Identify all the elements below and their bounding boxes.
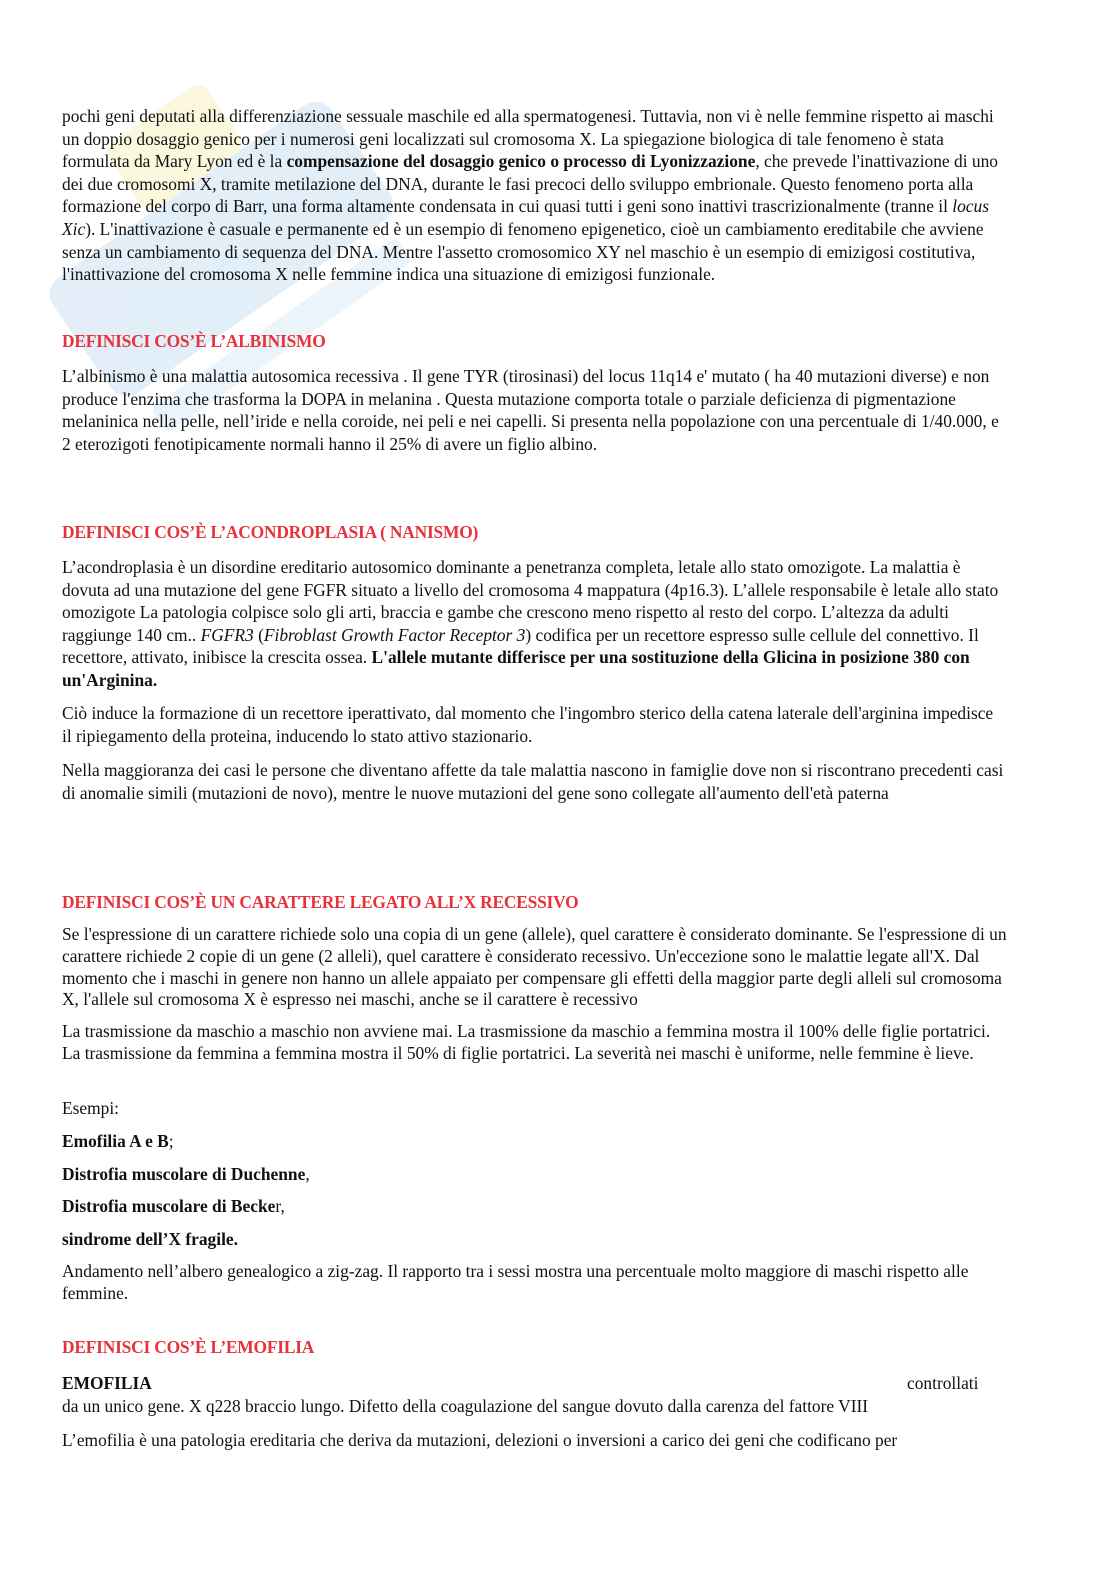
heading-albinismo: DEFINISCI COS’È L’ALBINISMO [62,331,326,351]
acondroplasia-paragraph-1 [62,556,1007,692]
example-item [62,1228,1007,1251]
acondroplasia-paragraph-3: Nella maggioranza dei casi le persone che diventano affette da tale malattia nascono in famiglie dove non si riscontrano precedenti casi di anomalie simili (mutazioni de novo), mentre le nuove mutazioni del gene sono collegate all'aumento dell'età paterna [62,760,1004,803]
emofilia-line: da un unico gene. X q228 braccio lungo. Difetto della coagulazione del sangue dovuto dalla carenza del fattore VIII [62,1396,869,1416]
example-name: Emofilia A e B [62,1131,169,1151]
examples-label: Esempi: [62,1098,119,1118]
italic-text: FGFR3 [200,624,254,645]
text-run: r, [275,1196,285,1216]
example-name: Distrofia muscolare di Becke [62,1196,276,1216]
emofilia-paragraph: L’emofilia è una patologia ereditaria che deriva da mutazioni, delezioni o inversioni a carico dei geni che codificano per [62,1430,898,1450]
heading-acondroplasia: DEFINISCI COS’È L’ACONDROPLASIA ( NANISMO) [62,522,479,542]
intro-paragraph [62,105,1007,286]
acondroplasia-paragraph-2: Ciò induce la formazione di un recettore iperattivato, dal momento che l'ingombro sterico della catena laterale dell'arginina impedisce il ripiegamento della proteina, inducendo lo stato attivo stazionario. [62,703,994,746]
bold-text: L'allele mutante differisce per una sostituzione della Glicina in posizione 380 con un'Arginina. [62,647,970,690]
example-item [62,1195,1007,1218]
example-item [62,1130,1007,1153]
x-recessivo-paragraph-2: La trasmissione da maschio a maschio non avviene mai. La trasmissione da maschio a femmina mostra il 100% delle figlie portatrici. La trasmissione da femmina a femmina mostra il 50% di figlie portatrici. La severità nei maschi è uniforme, nelle femmine è lieve. [62,1021,991,1063]
x-recessivo-paragraph-1: Se l'espressione di un carattere richiede solo una copia di un gene (allele), quel carattere è considerato dominante. Se l'espressione di un carattere richiede 2 copie di un gene (2 alleli), quel carattere è considerato recessivo. Un'eccezione sono le malattie legate all'X. Dal momento che i maschi in genere non hanno un allele appaiato per compensare gli effetti della maggior parte degli alleli sul cromosoma X, l'allele sul cromosoma X è espresso nei maschi, anche se il carattere è recessivo [62,924,1007,1010]
example-item [62,1163,1007,1186]
albinismo-paragraph: L’albinismo è una malattia autosomica recessiva . Il gene TYR (tirosinasi) del locus 11q14 e' mutato ( ha 40 mutazioni diverse) e non produce l'enzima che trasforma la DOPA in melanina . Questa mutazione comporta totale o parziale deficienza di pigmentazione melaninica nella pelle, nell’iride e nella coroide, nei peli e nei capelli. Si presenta nella popolazione con una percentuale di 1/40.000, e 2 eterozigoti fenotipicamente normali hanno il 25% di avere un figlio albino. [62,366,999,454]
text-run: controllati [907,1373,979,1393]
emofilia-title: EMOFILIA [62,1373,152,1393]
text-run: ) codifica per un recettore espresso sulle cellule del connettivo. Il recettore, attivato, inibisce la crescita ossea. [62,624,979,668]
text-run: , [305,1164,310,1184]
x-recessivo-paragraph-3: Andamento nell’albero genealogico a zig-zag. Il rapporto tra i sessi mostra una percentuale molto maggiore di maschi rispetto alle femmine. [62,1261,969,1303]
example-name: sindrome dell’X fragile. [62,1229,238,1249]
bold-text: compensazione del dosaggio genico o processo di Lyonizzazione [286,151,756,172]
text-run: L’acondroplasia è un disordine ereditario autosomico dominante a penetranza completa, letale allo stato omozigote. La malattia è dovuta ad una mutazione del gene FGFR situato a livello del cromosoma 4 mappatura (4p16.3). L’allele responsabile è letale allo stato omozigote La patologia colpisce solo gli arti, braccia e gambe che crescono meno rispetto al resto del corpo. L’altezza da adulti raggiunge 140 cm.. [62,557,999,645]
text-run: ). L'inattivazione è casuale e permanente ed è un esempio di fenomeno epigenetico, cioè un cambiamento ereditabile che avviene senza un cambiamento di sequenza del DNA. Mentre l'assetto cromosomico XY nel maschio è un esempio di emizigosi costitutiva, l'inattivazione del cromosoma X nelle femmine indica una situazione di emizigosi funzionale. [62,218,984,285]
heading-x-recessivo: DEFINISCI COS’È UN CARATTERE LEGATO ALL’X RECESSIVO [62,892,579,912]
example-name: Distrofia muscolare di Duchenne [62,1164,306,1184]
text-run: pochi geni deputati alla differenziazione sessuale maschile ed alla spermatogenesi. Tuttavia, non vi è nelle femmine rispetto ai maschi un doppio dosaggio genico per i numerosi geni localizzati sul cromosoma X. La spiegazione biologica di tale fenomeno è stata formulata da Mary Lyon ed è la [62,106,994,172]
text-run: , che prevede l'inattivazione di uno dei due cromosomi X, tramite metilazione del DNA, durante le fasi precoci dello sviluppo embrionale. Questo fenomeno porta alla formazione del corpo di Barr, una forma altamente condensata in cui quasi tutti i geni sono inattivi trascrizionalmente (tranne il [62,151,998,217]
heading-emofilia: DEFINISCI COS’È L’EMOFILIA [62,1337,315,1357]
italic-text: Fibroblast Growth Factor Receptor 3 [263,624,526,645]
text-run: ( [253,624,264,645]
italic-text: locus Xic [62,196,989,239]
text-run: ; [168,1131,174,1151]
emofilia-title-row [62,1372,987,1395]
